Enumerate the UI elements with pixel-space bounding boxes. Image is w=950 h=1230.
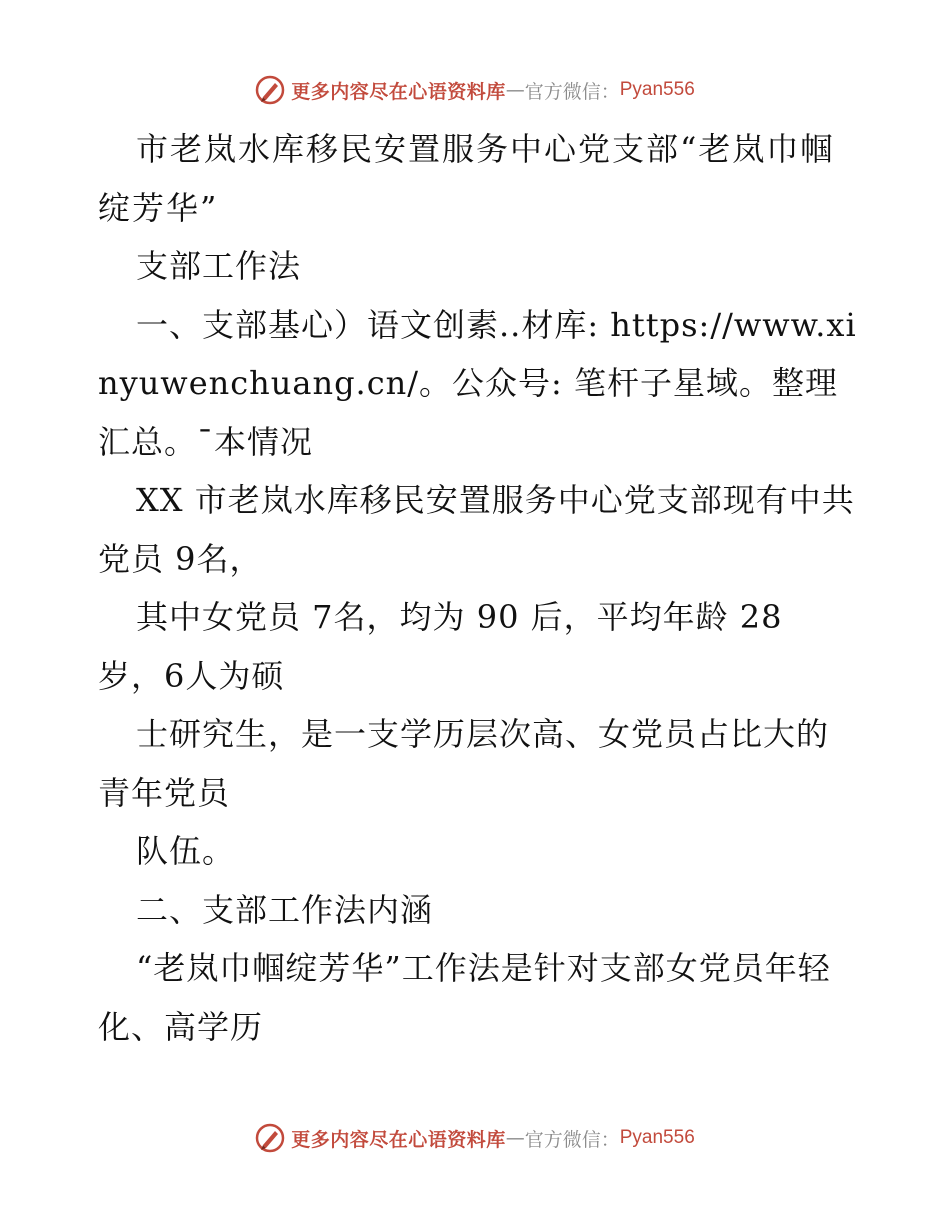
banner-wechat-label: 官方微信：	[524, 1128, 620, 1151]
paragraph-section-two: 二、支部工作法内涵	[136, 890, 434, 929]
paragraph-team: 队伍。	[136, 832, 236, 870]
banner-wechat-label: 官方微信：	[524, 80, 620, 103]
paragraph-education: 士研究生，是一支学历层次高、女党员占比大的青年党员	[98, 715, 830, 812]
document-body	[98, 120, 858, 1056]
paragraph-method: “老岚巾帼绽芳华”工作法是针对支部女党员年轻化、高学历	[98, 949, 831, 1046]
banner-wechat-id: Pyan556	[619, 1127, 695, 1148]
paragraph-subtitle: 支部工作法	[136, 247, 302, 285]
header-watermark-banner	[0, 70, 950, 110]
paragraph-female-members: 其中女党员 7名，均为 90 后，平均年龄 28 岁，6人为硕	[98, 598, 783, 695]
banner-separator: —	[505, 79, 525, 101]
banner-wechat-id: Pyan556	[619, 79, 695, 100]
paragraph-section-one: 一、支部基心）语文创素..材库: https://www.xinyuwenchuang.cn/。公众号: 笔杆子星域。整理汇总。¯本情况	[98, 305, 857, 461]
banner-brand-text: 更多内容尽在心语资料库	[291, 80, 506, 103]
paragraph-title: 市老岚水库移民安置服务中心党支部“老岚巾帼绽芳华”	[98, 130, 835, 227]
pen-logo-icon	[255, 75, 285, 105]
banner-brand-text: 更多内容尽在心语资料库	[291, 1128, 506, 1151]
footer-watermark-banner	[0, 1118, 950, 1158]
paragraph-members: XX 市老岚水库移民安置服务中心党支部现有中共党员 9名，	[98, 481, 855, 578]
banner-separator: —	[505, 1127, 525, 1149]
pen-logo-icon	[255, 1123, 285, 1153]
